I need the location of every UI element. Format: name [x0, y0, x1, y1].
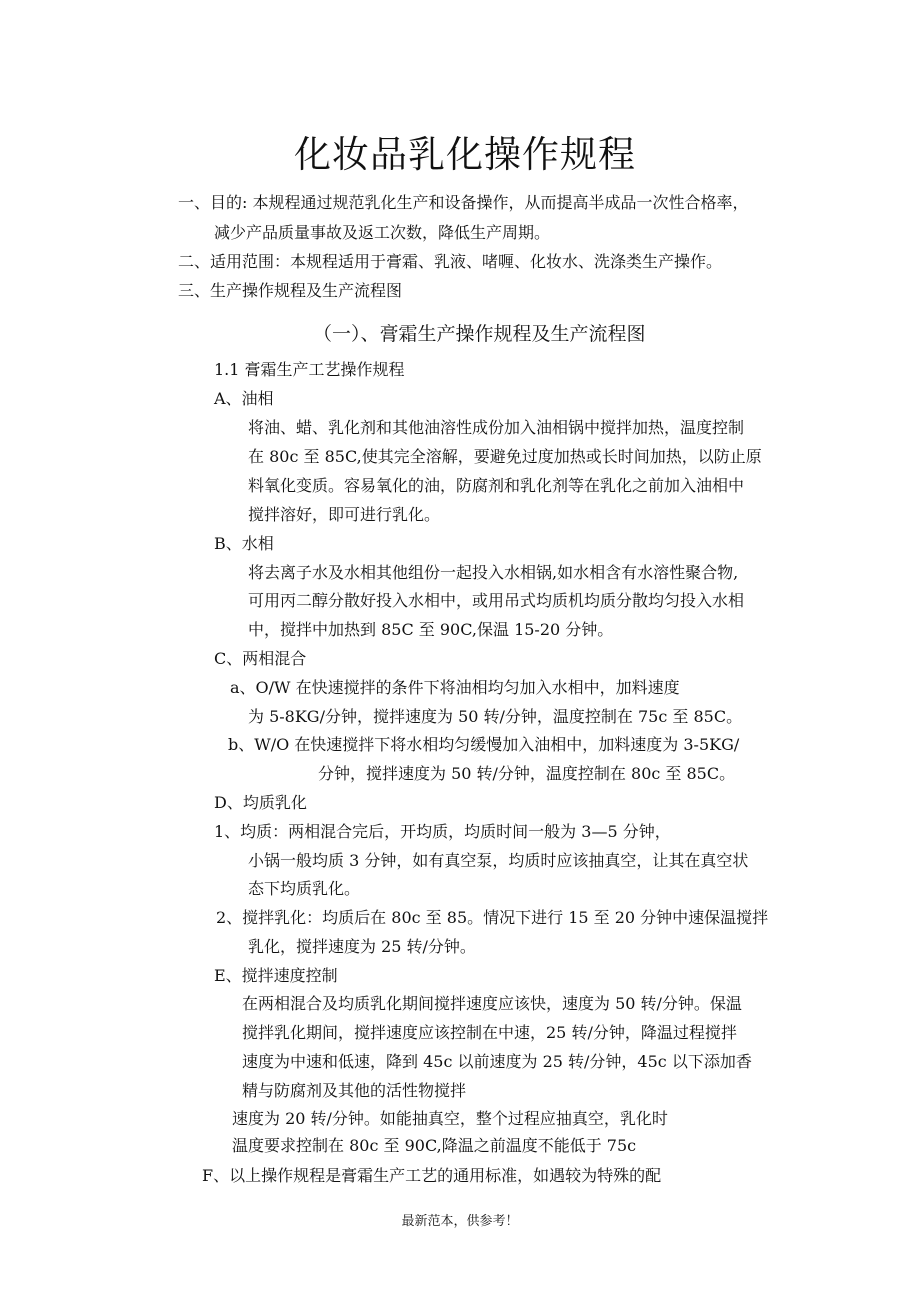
paragraph-line: 2、搅拌乳化：均质后在 80c 至 85。情况下进行 15 至 20 分钟中速保温搅拌: [216, 908, 769, 927]
paragraph-line: 在 80c 至 85C,使其完全溶解，要避免过度加热或长时间加热，以防止原: [248, 447, 762, 466]
paragraph-line: 搅拌溶好，即可进行乳化。: [248, 505, 441, 524]
paragraph-line: b、W/O 在快速搅拌下将水相均匀缓慢加入油相中，加料速度为 3-5KG/: [228, 735, 740, 754]
step-heading-e: E、搅拌速度控制: [214, 966, 338, 985]
document-title: 化妆品乳化操作规程: [294, 133, 636, 176]
paragraph-line: 将油、蜡、乳化剂和其他油溶性成份加入油相锅中搅拌加热，温度控制: [248, 418, 745, 437]
paragraph-line: 分钟，搅拌速度为 50 转/分钟，温度控制在 80c 至 85C。: [318, 764, 736, 783]
section-title: （一）、膏霜生产操作规程及生产流程图: [313, 323, 646, 345]
paragraph-line: 速度为 20 转/分钟。如能抽真空，整个过程应抽真空，乳化时: [232, 1109, 668, 1128]
step-heading-c: C、两相混合: [214, 649, 307, 668]
paragraph-line: 小锅一般均质 3 分钟，如有真空泵，均质时应该抽真空，让其在真空状: [248, 851, 749, 870]
paragraph-line: 搅拌乳化期间，搅拌速度应该控制在中速，25 转/分钟，降温过程搅拌: [242, 1023, 737, 1042]
paragraph-line: 可用丙二醇分散好投入水相中，或用吊式均质机均质分散均匀投入水相: [248, 591, 745, 610]
step-heading-a: A、油相: [214, 389, 274, 408]
subsection-heading: 1.1 膏霜生产工艺操作规程: [214, 360, 405, 379]
step-heading-b: B、水相: [214, 534, 274, 553]
purpose-line: 一、目的: 本规程通过规范乳化生产和设备操作，从而提高半成品一次性合格率，: [178, 193, 749, 212]
paragraph-line: 精与防腐剂及其他的活性物搅拌: [242, 1081, 467, 1100]
paragraph-line: 态下均质乳化。: [248, 879, 361, 898]
purpose-line-cont: 减少产品质量事故及返工次数，降低生产周期。: [214, 223, 551, 242]
paragraph-line: 中，搅拌中加热到 85C 至 90C,保温 15-20 分钟。: [248, 620, 614, 639]
procedure-heading: 三、生产操作规程及生产流程图: [178, 281, 403, 300]
paragraph-line: 速度为中速和低速，降到 45c 以前速度为 25 转/分钟，45c 以下添加香: [242, 1052, 752, 1071]
paragraph-line: 温度要求控制在 80c 至 90C,降温之前温度不能低于 75c: [232, 1136, 637, 1155]
paragraph-line: 乳化，搅拌速度为 25 转/分钟。: [248, 937, 476, 956]
paragraph-line: 料氧化变质。容易氧化的油，防腐剂和乳化剂等在乳化之前加入油相中: [248, 476, 745, 495]
paragraph-line: 将去离子水及水相其他组份一起投入水相锅,如水相含有水溶性聚合物,: [248, 563, 739, 582]
paragraph-line: a、O/W 在快速搅拌的条件下将油相均匀加入水相中，加料速度: [230, 678, 680, 697]
paragraph-line: 在两相混合及均质乳化期间搅拌速度应该快，速度为 50 转/分钟。保温: [242, 994, 742, 1013]
scope-line: 二、适用范围：本规程适用于膏霜、乳液、啫喱、化妆水、洗涤类生产操作。: [178, 252, 723, 271]
step-heading-d: D、均质乳化: [214, 793, 307, 812]
page-footer: 最新范本，供参考！: [401, 1214, 519, 1229]
step-heading-f: F、以上操作规程是膏霜生产工艺的通用标准，如遇较为特殊的配: [202, 1166, 662, 1185]
paragraph-line: 为 5-8KG/分钟，搅拌速度为 50 转/分钟，温度控制在 75c 至 85C。: [248, 707, 743, 726]
paragraph-line: 1、均质：两相混合完后，开均质，均质时间一般为 3—5 分钟，: [214, 822, 671, 841]
